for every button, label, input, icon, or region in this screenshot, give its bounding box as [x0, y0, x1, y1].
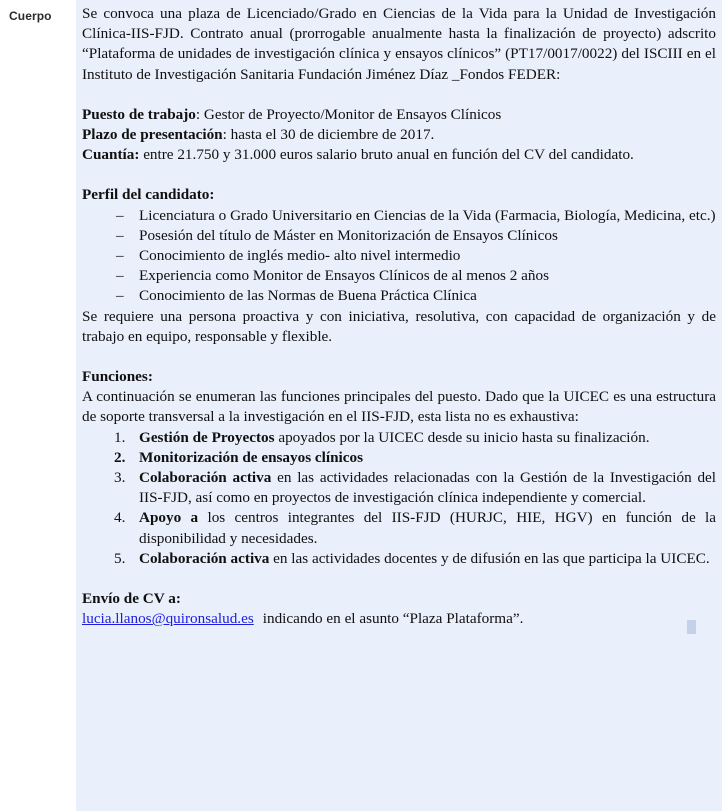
perfil-heading: Perfil del candidato: — [82, 186, 215, 204]
email-line — [82, 609, 716, 629]
perfil-closing-paragraph: Se requiere una persona proactiva y con iniciativa, resolutiva, con capacidad de organización y de trabajo en equipo, responsable y flexible. — [82, 307, 716, 345]
list-item: – Conocimiento de las Normas de Buena Práctica Clínica — [82, 286, 716, 306]
spacer-4 — [82, 569, 716, 589]
list-item — [82, 468, 716, 508]
list-item-bold: Colaboración activa — [139, 469, 272, 487]
document-body — [82, 4, 716, 629]
list-item-bold: Gestión de Proyectos — [139, 428, 275, 446]
list-item-rest: los centros integrantes del IIS-FJD (HURJC, HIE, HGV) en función de la disponibilidad y necesidades. — [139, 509, 716, 547]
field-label-cuerpo: Cuerpo — [9, 9, 52, 23]
puesto-line — [82, 105, 716, 125]
field-label-column — [0, 0, 76, 23]
intro-paragraph: Se convoca una plaza de Licenciado/Grado en Ciencias de la Vida para la Unidad de Investigación Clínica-IIS-FJD. Contrato anual (prorrogable anualmente hasta la finalización de proyecto) adscrito “Plataforma de unidades de investigación clínica y ensayos clínicos” (PT17/0017/0022) del ISCIII en el Instituto de Investigación Sanitaria Fundación Jiménez Díaz _Fondos FEDER: — [82, 5, 716, 83]
envio-heading: Envío de CV a: — [82, 590, 181, 608]
funciones-intro-paragraph: A continuación se enumeran las funciones principales del puesto. Dado que la UICEC es una estructura de soporte transversal a la investigación en el IIS-FJD, esta lista no es exhaustiva: — [82, 388, 716, 426]
list-item — [82, 428, 716, 448]
list-item-bold: Monitorización de ensayos clínicos — [139, 448, 364, 466]
list-item-rest: en las actividades relacionadas con la Gestión de la Investigación del IIS-FJD, así como en proyectos de investigación clínica independiente y comercial. — [139, 469, 716, 507]
plazo-value: : hasta el 30 de diciembre de 2017. — [222, 126, 435, 144]
list-item: – Conocimiento de inglés medio- alto nivel intermedio — [82, 246, 716, 266]
list-item — [82, 448, 716, 468]
body-content-panel — [76, 0, 722, 811]
plazo-label: Plazo de presentación — [82, 126, 223, 144]
list-item — [82, 508, 716, 548]
funciones-heading: Funciones: — [82, 368, 153, 386]
email-link[interactable]: lucia.llanos@quironsalud.es — [82, 610, 254, 628]
email-suffix-text: indicando en el asunto “Plaza Plataforma”. — [262, 610, 524, 628]
plazo-line — [82, 125, 716, 145]
spacer-3 — [82, 347, 716, 367]
list-item-bold: Colaboración activa — [139, 549, 270, 567]
cuantia-label: Cuantía: — [82, 146, 140, 164]
list-item-rest: apoyados por la UICEC desde su inicio hasta su finalización. — [274, 428, 650, 446]
cuantia-line — [82, 145, 716, 165]
spacer-1 — [82, 85, 716, 105]
cuantia-value: entre 21.750 y 31.000 euros salario bruto anual en función del CV del candidato. — [139, 146, 634, 164]
puesto-label: Puesto de trabajo — [82, 105, 196, 123]
funciones-list — [82, 428, 716, 569]
perfil-list — [82, 206, 716, 307]
puesto-value: : Gestor de Proyecto/Monitor de Ensayos Clínicos — [195, 105, 502, 123]
list-item: – Experiencia como Monitor de Ensayos Clínicos de al menos 2 años — [82, 266, 716, 286]
list-item: – Licenciatura o Grado Universitario en Ciencias de la Vida (Farmacia, Biología, Medicina, etc.) — [82, 206, 716, 226]
list-item-bold: Apoyo a — [139, 509, 199, 527]
list-item — [82, 549, 716, 569]
list-item-rest: en las actividades docentes y de difusión en las que participa la UICEC. — [269, 549, 710, 567]
spacer-2 — [82, 165, 716, 185]
list-item: – Posesión del título de Máster en Monitorización de Ensayos Clínicos — [82, 226, 716, 246]
